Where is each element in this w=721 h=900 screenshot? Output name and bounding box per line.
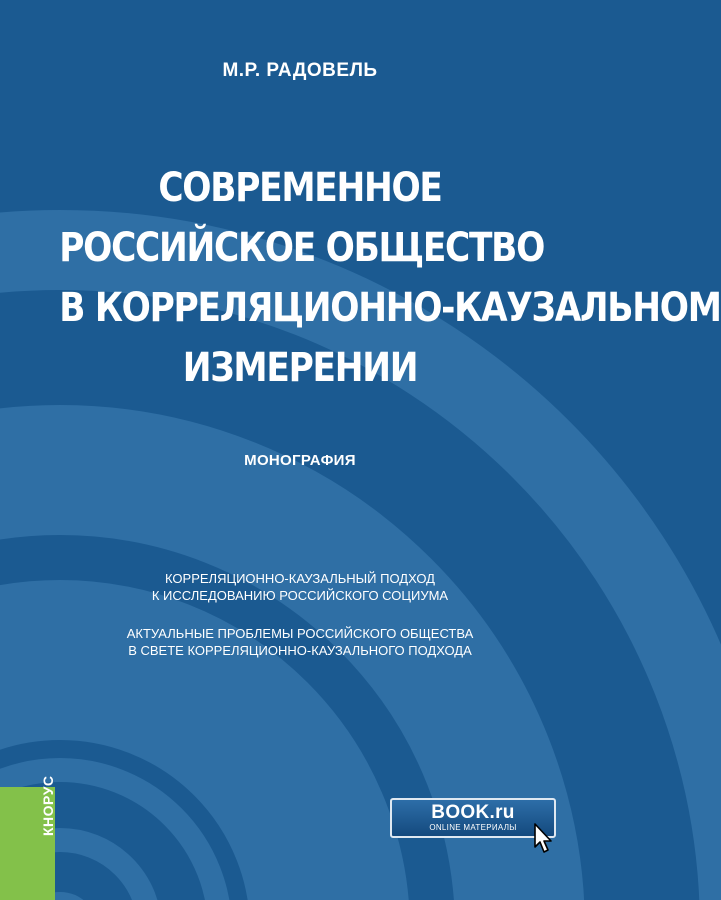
section-line: КОРРЕЛЯЦИОННО-КАУЗАЛЬНЫЙ ПОДХОД: [165, 571, 435, 586]
author-name: М.Р. РАДОВЕЛЬ: [222, 60, 378, 81]
section-line: В СВЕТЕ КОРРЕЛЯЦИОННО-КАУЗАЛЬНОГО ПОДХОДА: [128, 643, 472, 658]
section-line: К ИССЛЕДОВАНИЮ РОССИЙСКОГО СОЦИУМА: [151, 588, 449, 603]
contents-section: [0, 625, 600, 659]
contents-list: [0, 570, 600, 680]
title-line: ИЗМЕРЕНИИ: [182, 345, 418, 391]
title-line: РОССИЙСКОЕ ОБЩЕСТВО: [59, 225, 545, 271]
bookru-tagline: ONLINE МАТЕРИАЛЫ: [429, 823, 517, 832]
publisher-name: КНОРУС: [40, 775, 56, 836]
bookru-badge[interactable]: [390, 798, 556, 838]
book-title: [59, 158, 721, 398]
title-line: СОВРЕМЕННОЕ: [158, 165, 442, 211]
genre-label: МОНОГРАФИЯ: [244, 452, 356, 469]
title-line: В КОРРЕЛЯЦИОННО-КАУЗАЛЬНОМ: [59, 285, 721, 331]
section-line: АКТУАЛЬНЫЕ ПРОБЛЕМЫ РОССИЙСКОГО ОБЩЕСТВА: [126, 626, 474, 641]
mouse-pointer-icon: [534, 823, 554, 855]
bookru-brand: BOOK.ru: [431, 802, 515, 823]
contents-section: [0, 570, 600, 604]
